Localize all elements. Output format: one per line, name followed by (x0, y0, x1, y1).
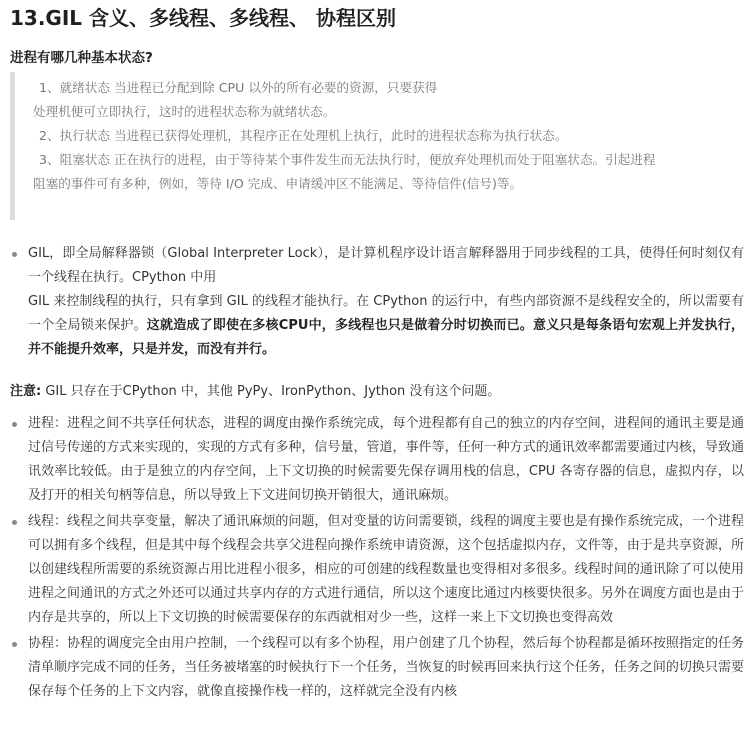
list-item-gil (10, 242, 744, 362)
note-label: 注意: (10, 384, 42, 399)
list-item-coroutine (10, 632, 744, 704)
process-states-blockquote (10, 72, 736, 220)
note-text: GIL 只存在于CPython 中，其他 PyPy、IronPython、Jython 没有这个问题。 (41, 384, 501, 399)
concurrency-list (10, 412, 744, 704)
quote-line: 2、执行状态 当进程已获得处理机，其程序正在处理机上执行，此时的进程状态称为执行状态。 (39, 128, 568, 143)
note-paragraph (10, 380, 744, 404)
gil-list (10, 242, 744, 362)
list-item-thread (10, 510, 744, 630)
quote-line: 3、阻塞状态 正在执行的进程，由于等待某个事件发生而无法执行时，便放弃处理机而处于阻塞状态。引起进程 (39, 152, 656, 167)
gil-bold-text: 这就造成了即使在多核CPU中，多线程也只是做着分时切换而已。意义只是每条语句宏观上并发执行，并不能提升效率，只是并发，而没有并行。 (28, 318, 744, 357)
list-item-process (10, 412, 744, 508)
gil-intro-text: GIL，即全局解释器锁（Global Interpreter Lock），是计算机程序设计语言解释器用于同步线程的工具，使得任何时刻仅有一个线程在执行。CPython 中用 (28, 246, 744, 285)
section-subtitle: 进程有哪几种基本状态? (10, 50, 153, 66)
coroutine-text: 协程：协程的调度完全由用户控制，一个线程可以有多个协程，用户创建了几个协程，然后每个协程都是循环按照指定的任务清单顺序完成不同的任务，当任务被堵塞的时候执行下一个任务，当恢复的时候再回来执行这个任务，任务之间的切换只需要保存每个任务的上下文内容，就像直接操作栈一样的，这样就完全没有内核 (28, 636, 744, 699)
page-title: 13.GIL 含义、多线程、多线程、 协程区别 (10, 6, 396, 30)
process-text: 进程：进程之间不共享任何状态，进程的调度由操作系统完成，每个进程都有自己的独立的内存空间，进程间的通讯主要是通过信号传递的方式来实现的，实现的方式有多种，信号量，管道，事件等，任何一种方式的通讯效率都需要通过内核，导致通讯效率比较低。由于是独立的内存空间，上下文切换的时候需要先保存调用栈的信息，CPU 各寄存器的信息，虚拟内存，以及打开的相关句柄等信息，所以导致上下文进间切换开销很大，通讯麻烦。 (28, 416, 744, 503)
quote-line: 阻塞的事件可有多种，例如，等待 I/O 完成、申请缓冲区不能满足、等待信件(信号)等。 (33, 176, 523, 191)
thread-text: 线程：线程之间共享变量，解决了通讯麻烦的问题，但对变量的访问需要锁，线程的调度主要也是有操作系统完成，一个进程可以拥有多个线程，但是其中每个线程会共享父进程向操作系统申请资源，这个包括虚拟内存，文件等，由于是共享资源，所以创建线程所需要的系统资源占用比进程小很多，相应的可创建的线程数量也变得相对多很多。线程时间的通讯除了可以使用进程之间通讯的方式之外还可以通过共享内存的方式进行通信，所以这个速度比通过内核要快很多。另外在调度方面也是由于内存是共享的，所以上下文切换的时候需要保存的东西就相对少一些，这样一来上下文切换也变得高效 (28, 514, 744, 625)
quote-line: 1、就绪状态 当进程已分配到除 CPU 以外的所有必要的资源，只要获得 (39, 80, 438, 95)
gil-detail-text: GIL 来控制线程的执行，只有拿到 GIL 的线程才能执行。在 CPython 的运行中，有些内部资源不是线程安全的，所以需要有一个全局锁来保护。 (28, 294, 744, 333)
quote-line: 处理机便可立即执行，这时的进程状态称为就绪状态。 (33, 104, 336, 119)
